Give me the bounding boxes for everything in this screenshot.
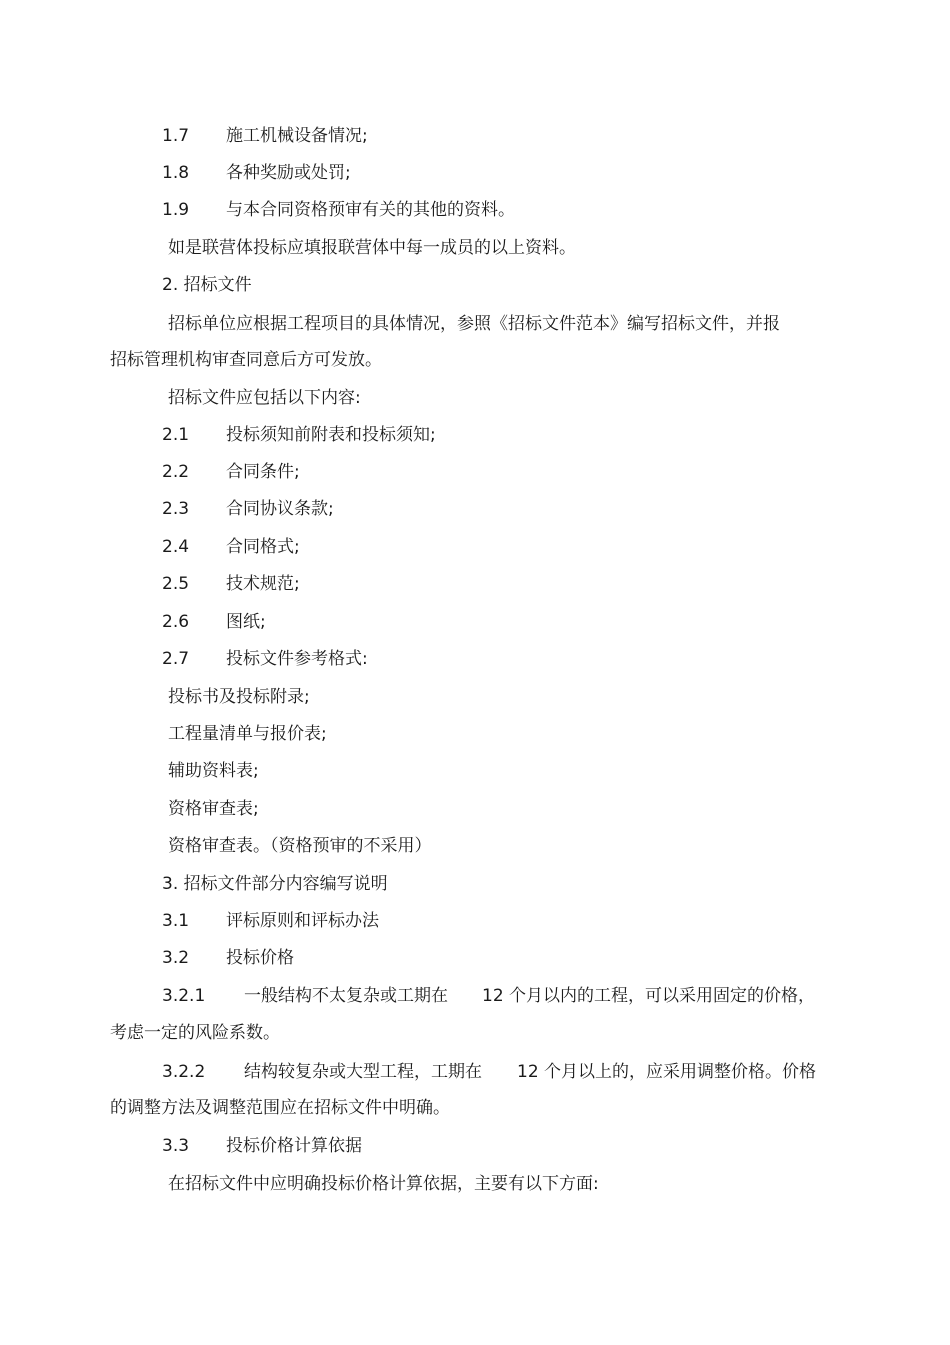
item-text: 合同格式;: [226, 537, 300, 557]
item-number: 3.3: [162, 1136, 190, 1156]
paragraph-intro: 招标文件应包括以下内容:: [168, 388, 361, 408]
item-text: 技术规范;: [226, 574, 300, 594]
item-text: 施工机械设备情况;: [226, 126, 368, 146]
item-number: 2.3: [162, 499, 190, 519]
item-text: 投标文件参考格式:: [226, 649, 368, 669]
section-heading-2: 2. 招标文件: [162, 275, 252, 295]
item-number: 1.9: [162, 200, 190, 220]
item-text: 评标原则和评标办法: [226, 911, 379, 931]
item-number: 2.7: [162, 649, 190, 669]
item-text-continued: 12 个月以内的工程，可以采用固定的价格，: [482, 986, 816, 1006]
paragraph-line: 招标单位应根据工程项目的具体情况，参照《招标文件范本》编写招标文件，并报: [168, 314, 780, 334]
item-text: 合同条件;: [226, 462, 300, 482]
section-heading-3: 3. 招标文件部分内容编写说明: [162, 874, 388, 894]
item-number: 1.8: [162, 163, 190, 183]
sub-item: 资格审查表;: [168, 799, 259, 819]
item-number: 1.7: [162, 126, 190, 146]
item-text-continued: 12 个月以上的，应采用调整价格。价格: [517, 1062, 817, 1082]
sub-item: 资格审查表。（资格预审的不采用）: [168, 836, 432, 856]
paragraph-joint-note: 如是联营体投标应填报联营体中每一成员的以上资料。: [168, 238, 576, 258]
item-number: 3.2: [162, 948, 190, 968]
item-number: 2.5: [162, 574, 190, 594]
item-text: 投标价格: [226, 948, 294, 968]
item-number: 2.2: [162, 462, 190, 482]
item-text: 投标须知前附表和投标须知;: [226, 425, 436, 445]
item-number: 3.1: [162, 911, 190, 931]
sub-item: 工程量清单与报价表;: [168, 724, 327, 744]
item-text: 一般结构不太复杂或工期在: [244, 986, 448, 1006]
item-text: 图纸;: [226, 612, 266, 632]
item-text: 与本合同资格预审有关的其他的资料。: [226, 200, 515, 220]
paragraph-line: 的调整方法及调整范围应在招标文件中明确。: [110, 1098, 450, 1118]
item-text: 投标价格计算依据: [226, 1136, 362, 1156]
item-number: 2.6: [162, 612, 190, 632]
sub-item: 投标书及投标附录;: [168, 687, 310, 707]
paragraph-final: 在招标文件中应明确投标价格计算依据，主要有以下方面:: [168, 1174, 599, 1194]
item-number: 3.2.1: [162, 986, 206, 1006]
sub-item: 辅助资料表;: [168, 761, 259, 781]
item-number: 2.1: [162, 425, 190, 445]
item-text: 合同协议条款;: [226, 499, 334, 519]
item-text: 各种奖励或处罚;: [226, 163, 351, 183]
paragraph-line: 招标管理机构审查同意后方可发放。: [110, 350, 382, 370]
item-number: 2.4: [162, 537, 190, 557]
item-text: 结构较复杂或大型工程，工期在: [244, 1062, 482, 1082]
paragraph-line: 考虑一定的风险系数。: [110, 1023, 280, 1043]
item-number: 3.2.2: [162, 1062, 206, 1082]
